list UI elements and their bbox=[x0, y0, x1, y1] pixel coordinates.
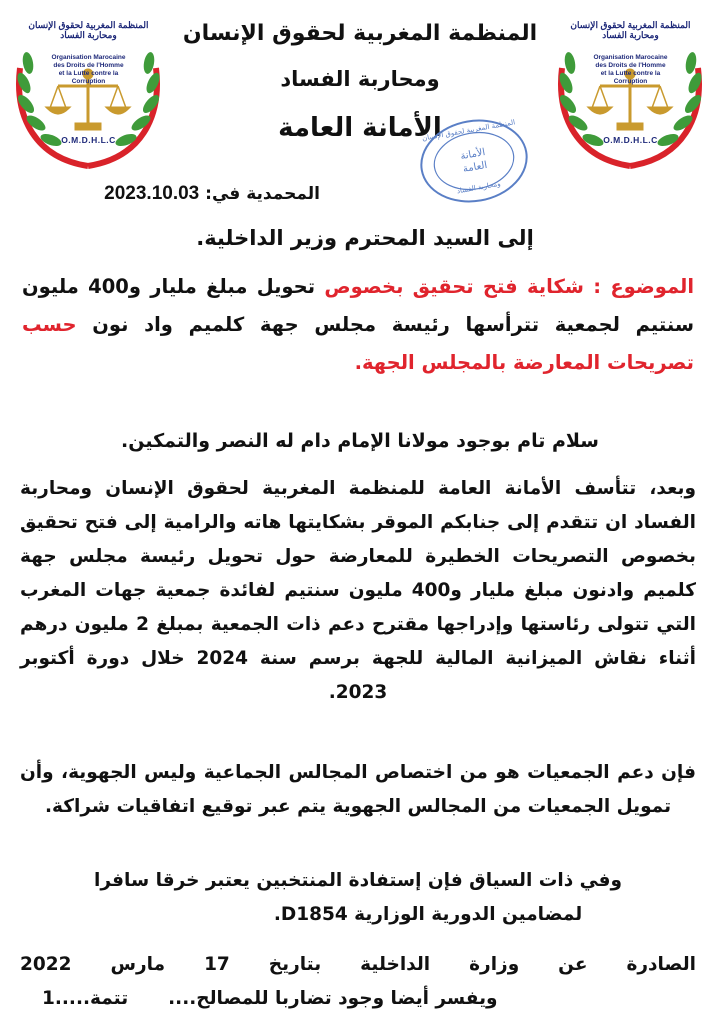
logo-french-line-1: Organisation Marocaine des Droits de l'Homme bbox=[51, 54, 126, 69]
logo-french-line-2: et la Lutte contre la Corruption bbox=[600, 70, 661, 85]
organization-logo-right bbox=[548, 8, 713, 173]
closing-line-1: الصادرة عن وزارة الداخلية بتاريخ 17 مارس 2022 bbox=[20, 954, 696, 975]
greeting-line: سلام تام بوجود مولانا الإمام دام له النصر والتمكين. bbox=[121, 430, 599, 452]
logo-abbreviation: O.M.D.H.L.C bbox=[603, 135, 658, 145]
date-label: المحمدية في: bbox=[205, 184, 320, 204]
subject-block bbox=[22, 268, 694, 382]
stamp-center-line-1: الأمانة bbox=[459, 147, 487, 163]
organization-logo-left bbox=[6, 8, 171, 173]
letter-date bbox=[20, 183, 320, 205]
official-stamp bbox=[411, 109, 536, 213]
letterhead-org-name: المنظمة المغربية لحقوق الإنسان bbox=[182, 21, 538, 46]
logo-arabic-line-2: ومحاربة الفساد bbox=[602, 30, 659, 40]
closing-line-2: ويفسر أيضا وجود تضاربا للمصالح.... bbox=[168, 988, 498, 1009]
stamp-bottom-text: ومحاربة الفساد bbox=[456, 179, 502, 196]
stamp-center-line-2: العامة bbox=[462, 159, 489, 175]
subject-label: الموضوع : شكاية فتح تحقيق بخصوص bbox=[324, 275, 695, 298]
addressee-line: إلى السيد المحترم وزير الداخلية. bbox=[196, 226, 534, 250]
subject-text: تحويل مبلغ مليار و400 مليون سنتيم لجمعية تترأسها رئيسة مجلس جهة كلميم واد نون bbox=[22, 275, 694, 336]
logo-arabic-line-1: المنظمة المغربية لحقوق الإنسان bbox=[570, 20, 691, 30]
logo-arabic-line-2: ومحاربة الفساد bbox=[60, 30, 117, 40]
closing-block bbox=[20, 948, 696, 1016]
letterhead-org-name-cont: ومحاربة الفساد bbox=[280, 67, 440, 91]
logo-french-line-1: Organisation Marocaine des Droits de l'Homme bbox=[593, 54, 668, 69]
date-value: 2023.10.03 bbox=[104, 183, 200, 204]
body-paragraph-3-line-1: وفي ذات السياق فإن إستفادة المنتخبين يعتبر خرقا سافرا bbox=[94, 870, 622, 891]
logo-arabic-line-1: المنظمة المغربية لحقوق الإنسان bbox=[28, 20, 149, 30]
letterhead-department: الأمانة العامة bbox=[278, 113, 442, 143]
body-paragraph-1: وبعد، تتأسف الأمانة العامة للمنظمة المغربية لحقوق الإنسان ومحاربة الفساد ان تتقدم إلى جنابكم الموقر بشكايتها هاته والرامية إلى فتح تحقيق بخصوص التصريحات الخطيرة للمعارضة حول تحويل رئيسة مجلس جهة كلميم وادنون مبلغ مليار و400 مليون سنتيم لفائدة جمعية جهات المغرب التي تتولى رئاستها وإدراجها مقترح دعم ذات الجمعية بمبلغ 2 مليون درهم أثناء نقاش الميزانية المالية للجهة برسم سنة 2024 خلال دورة أكتوبر 2023. bbox=[20, 478, 696, 703]
stamp-outer-text: المنظمة المغربية لحقوق الإنسان bbox=[421, 118, 516, 143]
body-paragraph-2: فإن دعم الجمعيات هو من اختصاص المجالس الجماعية وليس الجهوية، وأن تمويل الجمعيات من المجالس الجهوية يتم عبر توقيع اتفاقيات شراكة. bbox=[20, 762, 696, 817]
logo-french-line-2: et la Lutte contre la Corruption bbox=[58, 70, 119, 85]
page-continued-marker: تتمة.....1 bbox=[42, 988, 129, 1009]
body-paragraph-3-line-2: لمضامين الدورية الوزارية D1854. bbox=[273, 904, 583, 925]
body-paragraph-3 bbox=[20, 864, 696, 932]
subject-source: حسب تصريحات المعارضة بالمجلس الجهة. bbox=[22, 313, 694, 374]
logo-abbreviation: O.M.D.H.L.C bbox=[61, 135, 116, 145]
